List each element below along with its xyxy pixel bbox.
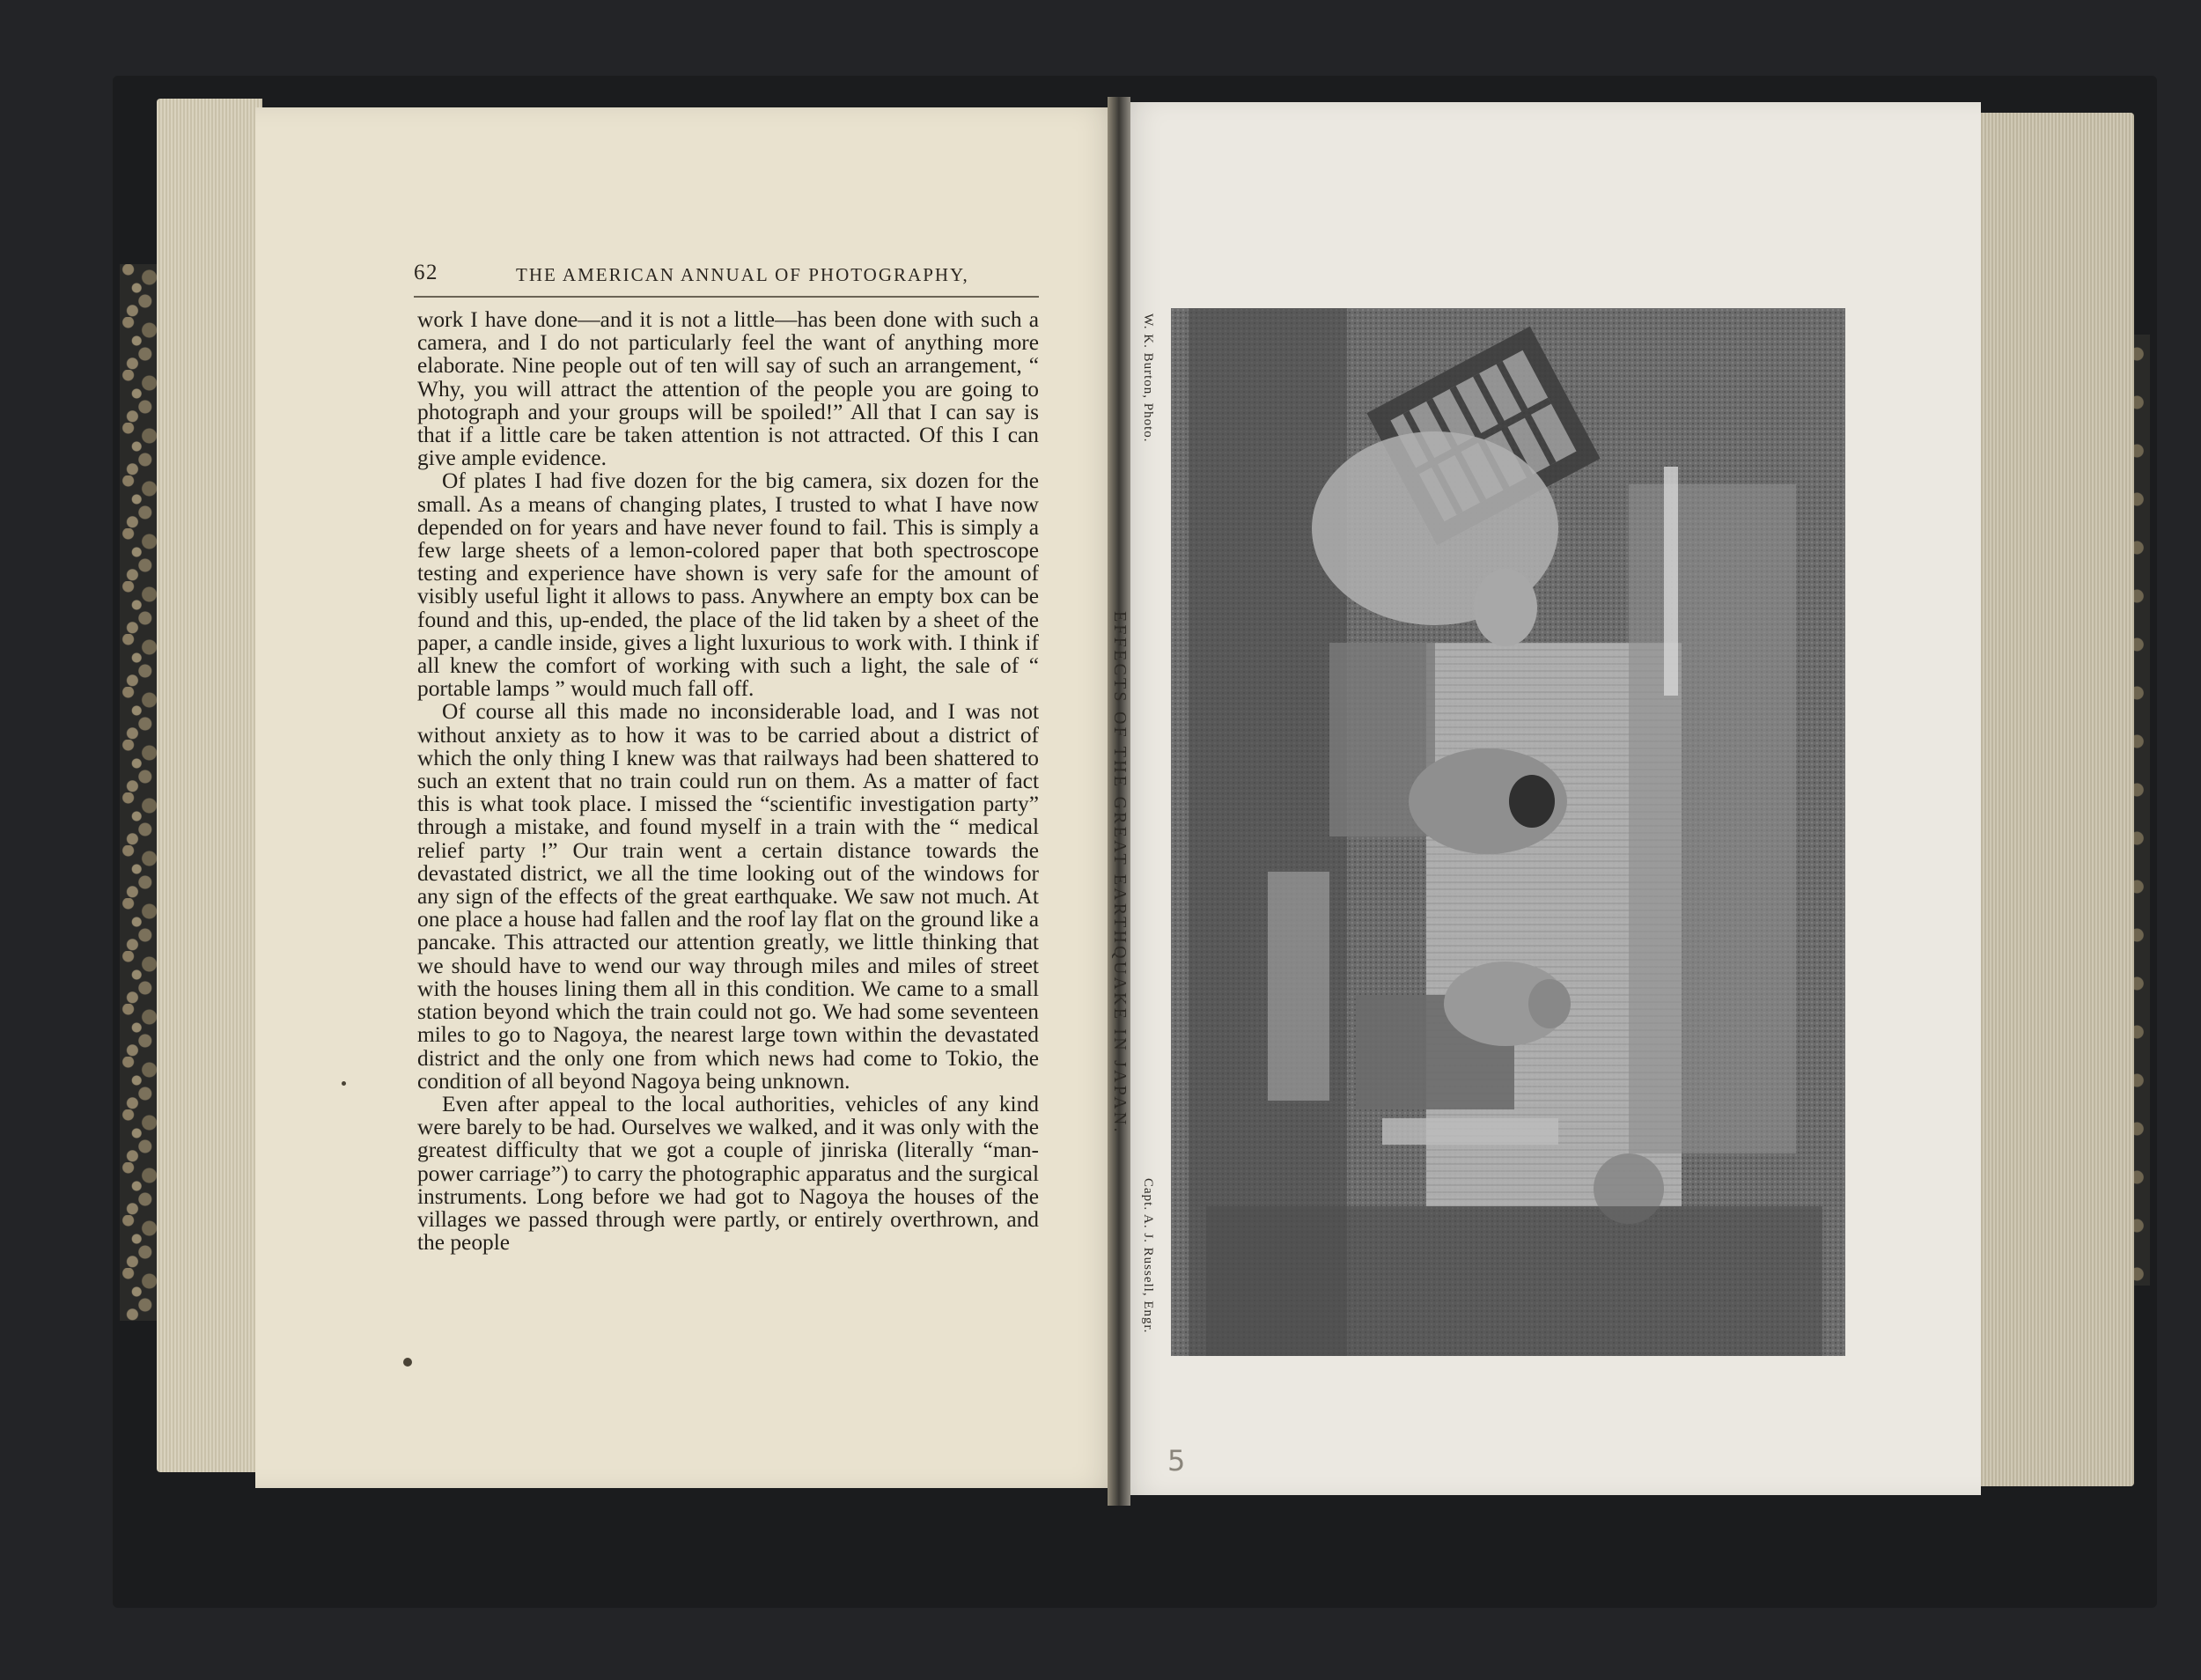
page-edges-right (1979, 113, 2134, 1486)
running-head (414, 261, 1039, 296)
marbled-cover-left (120, 264, 162, 1321)
ink-speck (403, 1358, 412, 1367)
running-head-title: THE AMERICAN ANNUAL OF PHOTOGRAPHY, (516, 264, 969, 285)
earthquake-photograph (1171, 308, 1845, 1356)
engraver-credit: Capt. A. J. Russell, Engr. (1141, 1178, 1155, 1334)
paragraph-2: Of plates I had five dozen for the big camera, six dozen for the small. As a means of changing plates, I trusted to what I have now depended on for years and have never found to fail. This is simply a few large sheets of a lemon-colored paper that both spectroscope testing and experience have shown is very safe for the amount of visibly useful light it allows to pass. Anywhere an empty box can be found and this, up-ended, the place of the lid taken by a sheet of the paper, a candle inside, gives a light luxurious to work with. I think if all knew the comfort of working with such a light, the sale of “ portable lamps ” would much fall off. (417, 468, 1039, 702)
photo-halftone (1171, 308, 1845, 1356)
body-text (417, 308, 1039, 1254)
page-number: 62 (414, 261, 438, 284)
head-rule (414, 296, 1039, 298)
ink-speck (342, 1081, 346, 1086)
paragraph-4: Even after appeal to the local authorities, vehicles of any kind were barely to be had. Ourselves we walked, and it was only with the greatest difficulty that we got a couple of jinriska (literally “man-power carriage”) to carry the photographic apparatus and the surgical instruments. Long before we had got to Nagoya the houses of the villages we passed through were partly, or entirely overthrown, and the people (417, 1091, 1039, 1256)
paragraph-3: Of course all this made no inconsiderable load, and I was not without anxiety as to how it was to be carried about a district of which the only thing I knew was that railways had been shattered to such an extent that no train could run on them. As a matter of fact this is what took place. I missed the “scientific investigation party” through a mistake, and found myself in a train with the “ medical relief party !” Our train went a certain distance towards the devastated district, we all the time looking out of the windows for any sign of the effects of the great earthquake. We saw not much. At one place a house had fallen and the roof lay flat on the ground like a pancake. This attracted our attention greatly, we little thinking that we should have to wend our way through miles and miles of street with the houses lining them all in this condition. We came to a small station beyond which the train could not go. We had some seventeen miles to go to Nagoya, the nearest large town within the devastated district and the only one from which news had come to Tokio, the condition of all beyond Nagoya being unknown. (417, 699, 1039, 1094)
paragraph-1: work I have done—and it is not a little—has been done with such a camera, and I do not particularly feel the want of anything more elaborate. Nine people out of ten will say of such an arrangement, “ Why, you will attract the attention of the people you are going to photograph and your groups will be spoiled!” All that I can say is that if a little care be taken attention is not attracted. Of this I can give ample evidence. (417, 307, 1039, 471)
page-edges-left (157, 99, 262, 1472)
photo-credit: W. K. Burton, Photo. (1141, 313, 1155, 443)
pencil-annotation: 5 (1167, 1444, 1186, 1477)
plate-title: EFFECTS OF THE GREAT EARTHQUAKE IN JAPAN. (1110, 611, 1130, 1135)
